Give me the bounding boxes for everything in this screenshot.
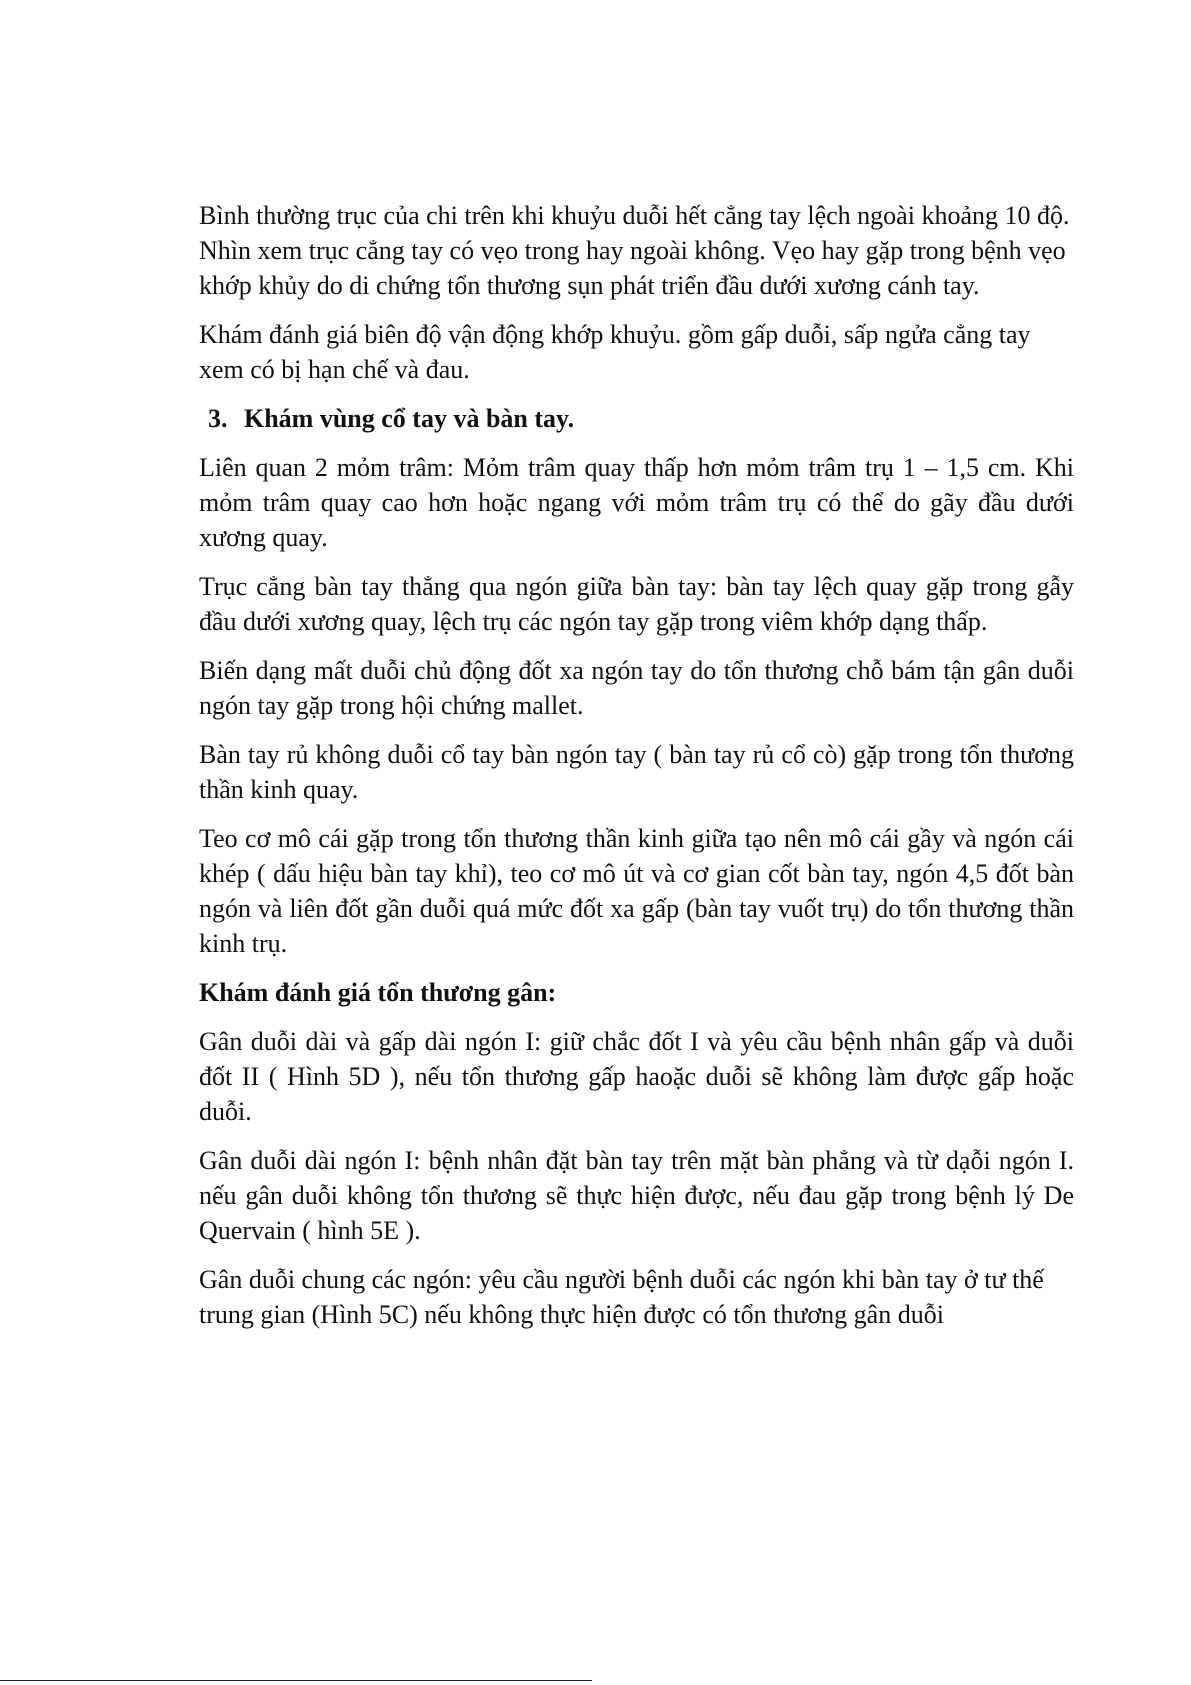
page-content [199,198,1074,1346]
paragraph-muscle-atrophy: Teo cơ mô cái gặp trong tổn thương thần kinh giữa tạo nên mô cái gầy và ngón cái khép ( dấu hiệu bàn tay khỉ), teo cơ mô út và cơ gian cốt bàn tay, ngón 4,5 đốt bàn ngón và liên đốt gần duỗi quá mức đốt xa gấp (bàn tay vuốt trụ) do tổn thương thần kinh trụ. [199,824,1074,958]
paragraph-hand-axis: Trục cẳng bàn tay thẳng qua ngón giữa bàn tay: bàn tay lệch quay gặp trong gẫy đầu dưới xương quay, lệch trụ các ngón tay gặp trong viêm khớp dạng thấp. [199,572,1074,636]
subheading-tendon: Khám đánh giá tổn thương gân: [199,978,557,1007]
paragraph-elbow-axis: Bình thường trục của chi trên khi khuỷu duỗi hết cẳng tay lệch ngoài khoảng 10 độ. Nhìn xem trục cẳng tay có vẹo trong hay ngoài không. Vẹo hay gặp trong bệnh vẹo khớp khủy do di chứng tổn thương sụn phát triển đầu dưới xương cánh tay. [199,201,1070,300]
paragraph-common-extensor: Gân duỗi chung các ngón: yêu cầu người bệnh duỗi các ngón khi bàn tay ở tư thế trung gian (Hình 5C) nếu không thực hiện được có tổn thương gân duỗi [199,1265,1044,1329]
section-number: 3. [208,404,228,433]
paragraph-thumb-extensor: Gân duỗi dài ngón I: bệnh nhân đặt bàn tay trên mặt bàn phẳng và từ dạỗi ngón I. nếu gân duỗi không tổn thương sẽ thực hiện được, nếu đau gặp trong bệnh lý De Quervain ( hình 5E ). [199,1146,1074,1245]
section-heading [199,401,1074,436]
paragraph-wrist-drop: Bàn tay rủ không duỗi cổ tay bàn ngón tay ( bàn tay rủ cổ cò) gặp trong tổn thương thần kinh quay. [199,740,1074,804]
paragraph-mallet: Biến dạng mất duỗi chủ động đốt xa ngón tay do tổn thương chỗ bám tận gân duỗi ngón tay gặp trong hội chứng mallet. [199,656,1074,720]
footnote-divider [0,1680,592,1681]
section-title: Khám vùng cổ tay và bàn tay. [244,404,575,433]
paragraph-elbow-range: Khám đánh giá biên độ vận động khớp khuỷu. gồm gấp duỗi, sấp ngửa cẳng tay xem có bị hạn chế và đau. [199,320,1031,384]
paragraph-thumb-flexor-extensor: Gân duỗi dài và gấp dài ngón I: giữ chắc đốt I và yêu cầu bệnh nhân gấp và duỗi đốt II ( Hình 5D ), nếu tổn thương gấp haoặc duỗi sẽ không làm được gấp hoặc duỗi. [199,1027,1074,1126]
paragraph-styloid: Liên quan 2 mỏm trâm: Mỏm trâm quay thấp hơn mỏm trâm trụ 1 – 1,5 cm. Khi mỏm trâm quay cao hơn hoặc ngang với mỏm trâm trụ có thể do gãy đầu dưới xương quay. [199,453,1074,552]
